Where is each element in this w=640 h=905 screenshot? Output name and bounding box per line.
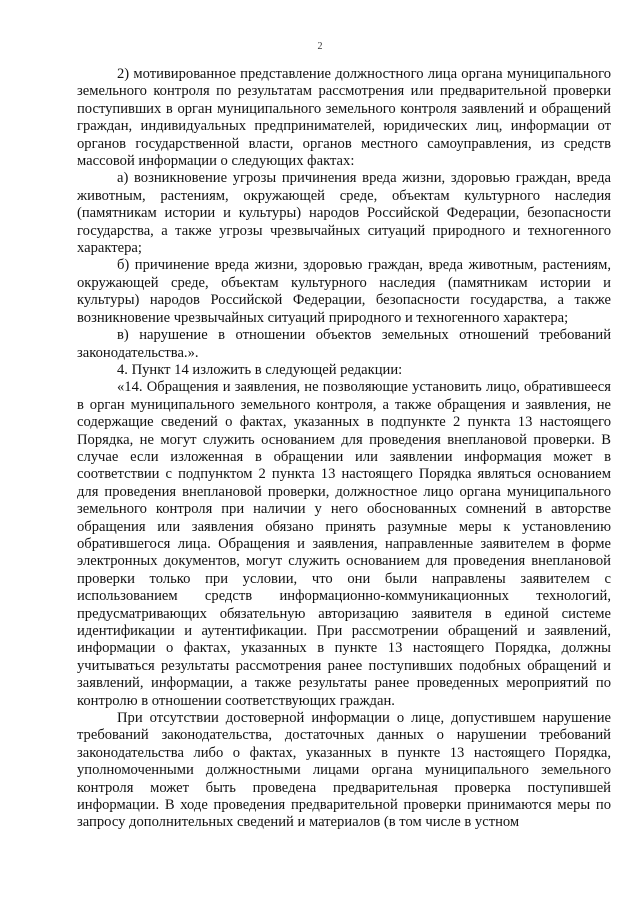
paragraph-item-2: 2) мотивированное представление должностного лица органа муниципального земельного контроля по результатам рассмотрения или предварительной проверки поступивших в орган муниципального земельного контроля заявлений и обращений граждан, индивидуальных предпринимателей, юридических лиц, информации от органов государственной власти, органов местного самоуправления, из средств массовой информации о следующих фактах: <box>77 66 611 170</box>
paragraph-subitem-a: а) возникновение угрозы причинения вреда жизни, здоровью граждан, вреда животным, растениям, окружающей среде, объектам культурного наследия (памятникам истории и культуры) народов Российской Федерации, безопасности государства, а также угрозы чрезвычайных ситуаций природного и техногенного характера; <box>77 170 611 257</box>
paragraph-subitem-b: б) причинение вреда жизни, здоровью граждан, вреда животным, растениям, окружающей среде, объектам культурного наследия (памятникам истории и культуры) народов Российской Федерации, безопасности государства, а также возникновение чрезвычайных ситуаций природного и техногенного характера; <box>77 257 611 326</box>
paragraph-preliminary-check: При отсутствии достоверной информации о лице, допустившем нарушение требований законодательства, достаточных данных о нарушении требований законодательства либо о фактах, указанных в пункте 13 настоящего Порядка, уполномоченными должностными лицами органа муниципального земельного контроля может быть проведена предварительная проверка поступившей информации. В ходе проведения предварительной проверки принимаются меры по запросу дополнительных сведений и материалов (в том числе в устном <box>77 710 611 831</box>
page-number: 2 <box>317 41 323 52</box>
paragraph-point-14: «14. Обращения и заявления, не позволяющие установить лицо, обратившееся в орган муниципального земельного контроля, а также обращения и заявления, не содержащие сведений о фактах, указанных в подпункте 2 пункта 13 настоящего Порядка, не могут служить основанием для проведения внеплановой проверки. В случае если изложенная в обращении или заявлении информация может в соответствии с подпунктом 2 пункта 13 настоящего Порядка являться основанием для проведения внеплановой проверки, должностное лицо органа муниципального земельного контроля при наличии у него обоснованных сомнений в авторстве обращения или заявления обязано принять разумные меры к установлению обратившегося лица. Обращения и заявления, направленные заявителем в форме электронных документов, могут служить основанием для проведения внеплановой проверки только при условии, что они были направлены заявителем с использованием средств информационно-коммуникационных технологий, предусматривающих обязательную авторизацию заявителя в единой системе идентификации и аутентификации. При рассмотрении обращений и заявлений, информации о фактах, указанных в пункте 13 настоящего Порядка, должны учитываться результаты рассмотрения ранее поступивших подобных обращений и заявлений, информации, а также результаты ранее проведенных мероприятий по контролю в отношении соответствующих граждан. <box>77 379 611 709</box>
paragraph-point-4: 4. Пункт 14 изложить в следующей редакции: <box>117 361 403 378</box>
document-body <box>77 66 611 832</box>
paragraph-subitem-v: в) нарушение в отношении объектов земельных отношений требований законодательства.». <box>77 327 611 361</box>
